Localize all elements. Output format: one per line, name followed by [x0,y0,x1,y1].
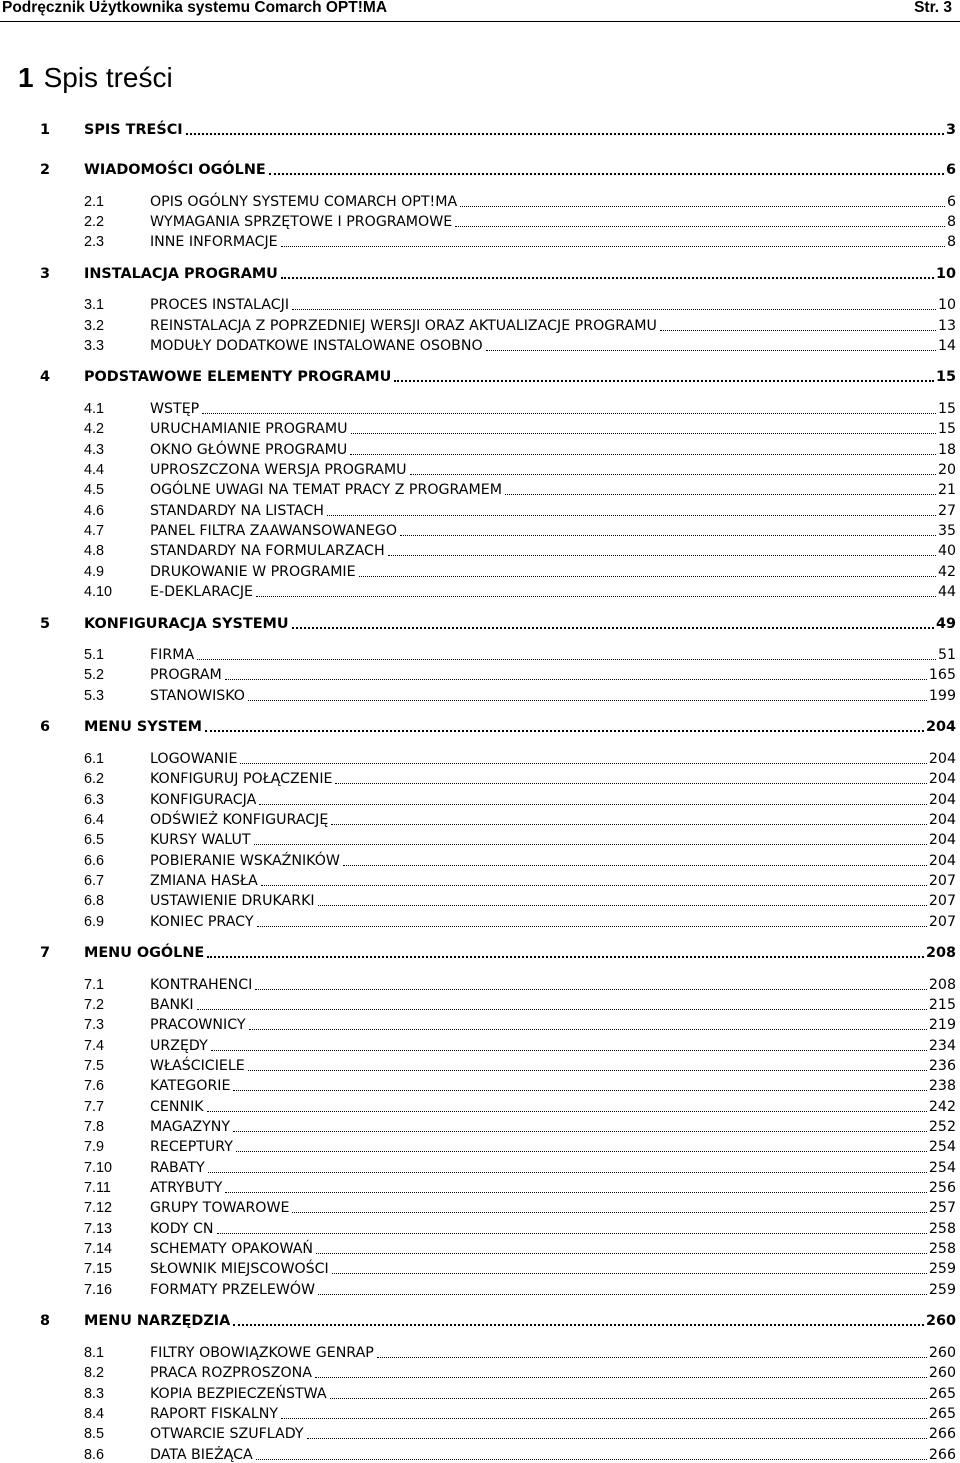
toc-entry-page: 204 [928,771,956,788]
toc-section-entry[interactable] [84,1361,956,1381]
toc-entry-page: 15 [937,400,956,417]
toc-entry-page: 13 [937,317,956,334]
toc-entry-number: 8.6 [84,1446,105,1463]
toc-entry-title: KONFIGURUJ POŁĄCZENIE [150,771,333,788]
toc-entry-number: 7.2 [84,996,105,1013]
toc-dot-leader [259,793,927,805]
toc-entry-title: OTWARCIE SZUFLADY [150,1426,304,1443]
toc-section-entry[interactable] [84,767,956,787]
toc-chapter-entry[interactable] [40,262,956,282]
toc-dot-leader [351,422,936,434]
toc-section-entry[interactable] [84,808,956,828]
toc-entry-title: FORMATY PRZELEWÓW [150,1281,316,1298]
toc-entry-title: OGÓLNE UWAGI NA TEMAT PRACY Z PROGRAMEM [150,482,502,499]
toc-dot-leader [316,1242,927,1254]
toc-entry-page: 266 [928,1446,956,1463]
toc-entry-page: 204 [928,852,956,869]
toc-dot-leader [486,339,936,351]
toc-chapter-entry[interactable] [40,158,956,178]
toc-entry-title: UPROSZCZONA WERSJA PROGRAMU [150,462,407,478]
toc-section-entry[interactable] [84,334,956,354]
toc-entry-title: SPIS TREŚCI [84,122,183,138]
toc-entry-title: URZĘDY [150,1037,208,1054]
toc-dot-leader [660,319,936,331]
toc-entry-page: 15 [937,421,956,438]
toc-section-entry[interactable] [84,293,956,313]
toc-chapter-entry[interactable] [40,365,956,385]
toc-dot-leader [236,1140,927,1152]
toc-entry-title: PODSTAWOWE ELEMENTY PROGRAMU [84,369,392,386]
toc-entry-title: KONTRAHENCI [150,976,253,993]
toc-dot-leader [505,483,936,495]
toc-entry-title: PROCES INSTALACJI [150,297,289,314]
toc-dot-leader [211,1039,927,1051]
toc-entry-number: 3 [40,265,51,282]
toc-entry-number: 3.2 [84,317,105,334]
document-title: Podręcznik Użytkownika systemu Comarch OPT!MA [2,0,388,16]
toc-entry-number: 8.4 [84,1405,105,1422]
toc-entry-page: 204 [928,791,956,808]
toc-section-entry[interactable] [84,1278,956,1298]
toc-entry-number: 8.2 [84,1365,105,1382]
toc-entry-number: 7.5 [84,1058,105,1074]
toc-entry-page: 199 [928,687,956,704]
toc-section-entry[interactable] [84,684,956,704]
toc-section-entry[interactable] [84,580,956,600]
toc-entry-title: WSTĘP [150,400,200,417]
toc-section-entry[interactable] [84,993,956,1013]
toc-section-entry[interactable] [84,1095,956,1115]
toc-entry-page: 257 [928,1200,956,1217]
toc-entry-page: 8 [946,213,956,230]
toc-entry-title: KOPIA BEZPIECZEŃSTWA [150,1385,327,1402]
toc-entry-page: 238 [928,1078,956,1095]
toc-entry-number: 4.1 [84,400,105,417]
toc-entry-page: 8 [946,234,956,251]
toc-dot-leader [350,443,936,455]
toc-entry-page: 260 [925,1313,956,1330]
toc-entry-number: 4.10 [84,584,113,601]
toc-dot-leader [394,370,934,382]
toc-entry-title: MENU OGÓLNE [84,945,205,962]
toc-entry-page: 6 [945,162,956,178]
toc-dot-leader [455,215,945,227]
toc-dot-leader [332,1262,927,1274]
toc-section-entry[interactable] [84,1135,956,1155]
toc-entry-page: 10 [935,265,956,282]
toc-entry-number: 6.4 [84,811,105,828]
toc-entry-page: 260 [928,1344,956,1361]
toc-entry-number: 6.6 [84,852,105,869]
toc-entry-page: 207 [928,893,956,910]
toc-dot-leader [400,524,936,536]
toc-section-entry[interactable] [84,1422,956,1442]
toc-entry-page: 252 [928,1119,956,1135]
toc-section-entry[interactable] [84,973,956,993]
toc-dot-leader [292,617,934,629]
toc-entry-number: 7.4 [84,1037,105,1054]
toc-dot-leader [205,720,924,732]
toc-dot-leader [254,833,927,845]
toc-entry-title: CENNIK [150,1098,204,1115]
toc-entry-title: STANDARDY NA LISTACH [150,502,324,519]
toc-entry-page: 42 [937,563,956,580]
page-number: Str. 3 [914,0,952,16]
toc-section-entry[interactable] [84,869,956,889]
toc-chapter-entry[interactable] [40,941,956,961]
toc-section-entry[interactable] [84,417,956,437]
toc-entry-number: 8.1 [84,1344,105,1361]
toc-entry-title: RABATY [150,1159,205,1176]
toc-entry-title: ATRYBUTY [150,1180,223,1196]
toc-section-entry[interactable] [84,519,956,539]
toc-dot-leader [186,123,944,135]
toc-dot-leader [281,267,934,279]
toc-section-entry[interactable] [84,910,956,930]
toc-entry-page: 207 [928,872,956,889]
toc-entry-page: 204 [928,811,956,828]
toc-entry-number: 8.5 [84,1426,105,1443]
toc-entry-page: 258 [928,1220,956,1237]
toc-entry-number: 2.3 [84,234,105,251]
toc-entry-title: MODUŁY DODATKOWE INSTALOWANE OSOBNO [150,337,483,354]
toc-entry-number: 7.7 [84,1098,105,1115]
toc-section-entry[interactable] [84,1156,956,1176]
toc-section-entry[interactable] [84,1034,956,1054]
toc-entry-number: 2.1 [84,193,105,210]
toc-entry-title: ZMIANA HASŁA [150,872,258,889]
toc-section-entry[interactable] [84,1217,956,1237]
toc-section-entry[interactable] [84,438,956,458]
toc-section-entry[interactable] [84,1115,956,1135]
toc-entry-number: 1 [40,122,51,138]
toc-entry-number: 6.3 [84,791,105,808]
toc-entry-page: 207 [928,913,956,930]
toc-section-entry[interactable] [84,1402,956,1422]
toc-entry-number: 4.9 [84,563,105,580]
toc-entry-number: 4.2 [84,421,105,438]
toc-entry-title: SCHEMATY OPAKOWAŃ [150,1241,314,1258]
toc-dot-leader [410,463,936,475]
toc-entry-page: 51 [937,647,956,664]
toc-dot-leader [261,874,927,886]
toc-entry-page: 15 [935,369,956,386]
toc-entry-title: KODY CN [150,1220,214,1237]
toc-dot-leader [318,1283,927,1295]
toc-dot-leader [257,915,927,927]
toc-entry-title: RECEPTURY [150,1139,233,1156]
toc-entry-number: 6 [40,719,51,736]
toc-section-entry[interactable] [84,889,956,909]
toc-entry-title: USTAWIENIE DRUKARKI [150,893,315,910]
toc-entry-number: 6.1 [84,750,105,767]
toc-dot-leader [249,1018,927,1030]
toc-dot-leader [292,1201,926,1213]
toc-section-entry[interactable] [84,747,956,767]
toc-entry-number: 6.5 [84,832,105,849]
toc-dot-leader [197,998,927,1010]
toc-entry-number: 7.12 [84,1200,113,1217]
toc-dot-leader [255,978,927,990]
toc-entry-title: KATEGORIE [150,1078,231,1095]
toc-entry-title: BANKI [150,996,194,1013]
toc-entry-title: INNE INFORMACJE [150,234,278,251]
toc-section-entry[interactable] [84,478,956,498]
toc-entry-page: 10 [937,297,956,314]
toc-entry-title: MENU NARZĘDZIA [84,1313,231,1330]
toc-entry-number: 8 [40,1313,51,1330]
toc-dot-leader [315,1366,927,1378]
toc-entry-number: 5.2 [84,667,105,684]
toc-entry-page: 6 [946,193,956,210]
toc-entry-page: 256 [928,1180,956,1196]
toc-dot-leader [256,1448,927,1460]
toc-entry-title: ODŚWIEŻ KONFIGURACJĘ [150,811,329,828]
toc-entry-number: 4.7 [84,523,105,539]
toc-entry-number: 7.3 [84,1017,105,1034]
toc-entry-number: 7.14 [84,1241,113,1258]
toc-dot-leader [292,298,936,310]
toc-dot-leader [208,1161,927,1173]
toc-entry-number: 2 [40,162,51,178]
toc-entry-page: 49 [935,615,956,632]
toc-entry-title: LOGOWANIE [150,750,238,767]
toc-dot-leader [225,1181,927,1193]
toc-section-entry[interactable] [84,499,956,519]
toc-chapter-entry[interactable] [40,1309,956,1329]
toc-dot-leader [256,585,936,597]
toc-entry-page: 265 [928,1405,956,1422]
toc-dot-leader [233,1314,924,1326]
toc-entry-page: 254 [928,1159,956,1176]
toc-entry-title: OPIS OGÓLNY SYSTEMU COMARCH OPT!MA [150,193,458,210]
toc-entry-title: FILTRY OBOWIĄZKOWE GENRAP [150,1344,374,1361]
toc-entry-page: 234 [928,1037,956,1054]
toc-entry-number: 7.13 [84,1220,113,1237]
toc-entry-page: 265 [928,1385,956,1402]
toc-section-entry[interactable] [84,210,956,230]
toc-entry-title: KONFIGURACJA [150,791,257,808]
toc-entry-number: 6.7 [84,872,105,889]
toc-entry-number: 7.16 [84,1281,113,1298]
toc-entry-number: 4 [40,369,51,386]
toc-entry-title: WŁAŚCICIELE [150,1058,245,1074]
toc-chapter-entry[interactable] [40,612,956,632]
toc-entry-page: 27 [937,502,956,519]
toc-entry-title: PRACA ROZPROSZONA [150,1365,312,1382]
toc-dot-leader [307,1427,927,1439]
toc-section-entry[interactable] [84,1257,956,1277]
toc-entry-title: KONIEC PRACY [150,913,254,930]
toc-section-entry[interactable] [84,539,956,559]
toc-entry-number: 6.8 [84,893,105,910]
toc-section-entry[interactable] [84,1341,956,1361]
toc-section-entry[interactable] [84,230,956,250]
toc-entry-title: OKNO GŁÓWNE PROGRAMU [150,441,348,458]
toc-dot-leader [197,648,936,660]
toc-entry-page: 40 [937,543,956,560]
toc-entry-page: 14 [937,337,956,354]
toc-entry-number: 7.1 [84,976,105,993]
toc-entry-title: URUCHAMIANIE PROGRAMU [150,421,348,438]
toc-entry-title: FIRMA [150,647,195,664]
toc-entry-page: 208 [925,945,956,962]
toc-section-entry[interactable] [84,314,956,334]
toc-entry-number: 4.8 [84,543,105,560]
toc-entry-page: 208 [928,976,956,993]
toc-dot-leader [377,1346,927,1358]
toc-entry-page: 20 [937,462,956,478]
toc-dot-leader [330,1387,927,1399]
toc-entry-number: 4.3 [84,441,105,458]
toc-entry-title: INSTALACJA PROGRAMU [84,265,278,282]
toc-entry-title: PROGRAM [150,667,222,684]
toc-entry-title: MENU SYSTEM [84,719,203,736]
toc-entry-title: KONFIGURACJA SYSTEMU [84,615,289,632]
toc-section-entry[interactable] [84,458,956,478]
toc-section-entry[interactable] [84,663,956,683]
toc-dot-leader [217,1222,927,1234]
toc-section-entry[interactable] [84,788,956,808]
toc-entry-number: 5.3 [84,687,105,704]
toc-entry-page: 204 [928,750,956,767]
toc-entry-page: 219 [928,1017,956,1034]
toc-entry-title: GRUPY TOWAROWE [150,1200,290,1217]
toc-section-entry[interactable] [84,1196,956,1216]
toc-entry-number: 5 [40,615,51,632]
toc-section-entry[interactable] [84,397,956,417]
toc-entry-title: WIADOMOŚCI OGÓLNE [84,162,266,178]
page-title-text: Spis treści [43,62,173,93]
toc-entry-number: 7.9 [84,1139,105,1156]
toc-entry-page: 260 [928,1365,956,1382]
toc-entry-number: 7 [40,945,51,962]
toc-dot-leader [269,163,944,175]
toc-entry-number: 3.1 [84,297,105,314]
page-title-number: 1 [18,62,34,93]
toc-entry-title: MAGAZYNY [150,1119,231,1135]
toc-dot-leader [335,772,926,784]
toc-entry-number: 6.2 [84,771,105,788]
toc-entry-title: PANEL FILTRA ZAAWANSOWANEGO [150,523,397,539]
toc-dot-leader [460,195,945,207]
toc-dot-leader [248,1059,927,1071]
toc-section-entry[interactable] [84,1054,956,1074]
toc-section-entry[interactable] [84,1382,956,1402]
toc-dot-leader [343,854,927,866]
toc-entry-number: 7.8 [84,1119,105,1135]
toc-entry-number: 4.5 [84,482,105,499]
toc-chapter-entry[interactable] [40,715,956,735]
toc-dot-leader [318,894,927,906]
toc-entry-number: 7.10 [84,1159,113,1176]
toc-entry-page: 258 [928,1241,956,1258]
toc-entry-page: 259 [928,1261,956,1278]
toc-section-entry[interactable] [84,828,956,848]
toc-entry-title: STANDARDY NA FORMULARZACH [150,543,385,560]
toc-entry-page: 18 [937,441,956,458]
toc-dot-leader [359,565,936,577]
toc-entry-title: E-DEKLARACJE [150,584,254,601]
toc-section-entry[interactable] [84,1176,956,1196]
toc-section-entry[interactable] [84,849,956,869]
toc-dot-leader [207,1100,927,1112]
toc-chapter-entry[interactable] [40,118,956,138]
toc-entry-page: 44 [937,584,956,601]
toc-entry-number: 6.9 [84,913,105,930]
toc-entry-page: 3 [945,122,956,138]
toc-dot-leader [202,402,936,414]
toc-entry-page: 236 [928,1058,956,1074]
toc-entry-page: 259 [928,1281,956,1298]
toc-entry-page: 204 [928,832,956,849]
toc-section-entry[interactable] [84,643,956,663]
toc-dot-leader [248,689,927,701]
toc-dot-leader [331,813,927,825]
toc-dot-leader [240,752,926,764]
toc-entry-page: 266 [928,1426,956,1443]
toc-entry-number: 7.11 [84,1180,111,1196]
toc-entry-page: 204 [925,719,956,736]
toc-section-entry[interactable] [84,190,956,210]
toc-entry-title: KURSY WALUT [150,832,251,849]
toc-entry-page: 242 [928,1098,956,1115]
toc-dot-leader [327,504,936,516]
toc-dot-leader [225,668,927,680]
toc-entry-title: STANOWISKO [150,687,245,704]
toc-dot-leader [233,1079,926,1091]
toc-dot-leader [281,235,945,247]
toc-entry-title: DRUKOWANIE W PROGRAMIE [150,563,356,580]
toc-entry-number: 3.3 [84,337,105,354]
toc-entry-title: RAPORT FISKALNY [150,1405,279,1422]
toc-section-entry[interactable] [84,1013,956,1033]
toc-entry-number: 4.6 [84,502,105,519]
toc-dot-leader [388,544,936,556]
toc-entry-number: 7.15 [84,1261,113,1278]
toc-entry-number: 2.2 [84,213,105,230]
toc-section-entry[interactable] [84,1237,956,1257]
toc-entry-number: 7.6 [84,1078,105,1095]
toc-section-entry[interactable] [84,560,956,580]
toc-entry-page: 35 [937,523,956,539]
toc-entry-title: REINSTALACJA Z POPRZEDNIEJ WERSJI ORAZ AKTUALIZACJE PROGRAMU [150,317,657,334]
toc-entry-title: WYMAGANIA SPRZĘTOWE I PROGRAMOWE [150,213,453,230]
toc-entry-number: 5.1 [84,647,105,664]
toc-entry-page: 165 [928,667,956,684]
toc-entry-page: 254 [928,1139,956,1156]
toc-dot-leader [281,1407,927,1419]
toc-entry-title: POBIERANIE WSKAŹNIKÓW [150,852,340,869]
toc-entry-title: SŁOWNIK MIEJSCOWOŚCI [150,1261,329,1278]
toc-entry-title: DATA BIEŻĄCA [150,1446,253,1463]
toc-entry-number: 8.3 [84,1385,105,1402]
toc-entry-page: 215 [928,996,956,1013]
toc-entry-number: 4.4 [84,462,105,478]
toc-dot-leader [233,1120,927,1132]
toc-entry-page: 21 [937,482,956,499]
toc-entry-title: PRACOWNICY [150,1017,246,1034]
toc-section-entry[interactable] [84,1443,956,1463]
toc-dot-leader [207,946,924,958]
toc-section-entry[interactable] [84,1074,956,1094]
